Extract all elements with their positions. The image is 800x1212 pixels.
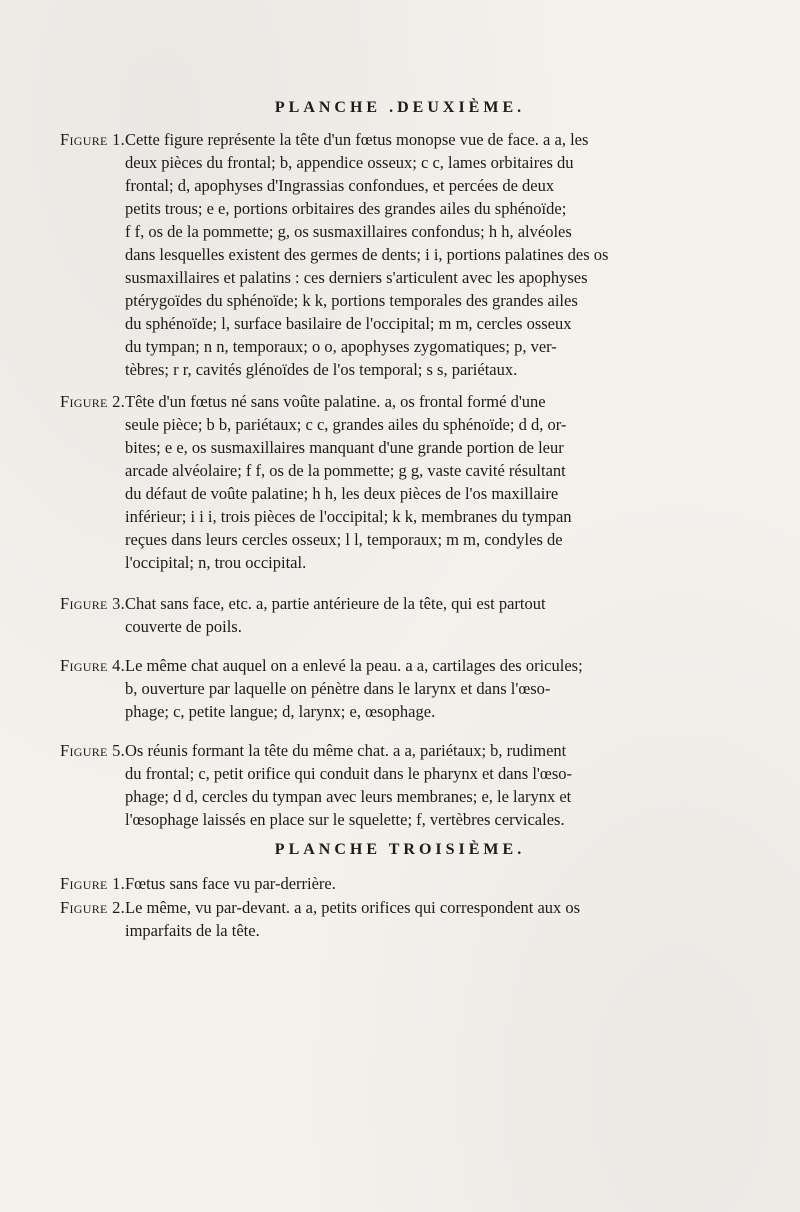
caption-text: Chat sans face, etc. a, partie antérieure de la tête, qui est partout	[125, 594, 546, 613]
caption-text: Tête d'un fœtus né sans voûte palatine. a, os frontal formé d'une	[125, 392, 546, 411]
caption-line: inférieur; i i i, trois pièces de l'occipital; k k, membranes du tympan	[125, 507, 572, 526]
caption-line: seule pièce; b b, pariétaux; c c, grandes ailes du sphénoïde; d d, or-	[125, 415, 567, 434]
caption-line	[60, 739, 750, 762]
plate-title: PLANCHE .DEUXIÈME.	[274, 99, 526, 116]
caption-line: l'œsophage laissés en place sur le squelette; f, vertèbres cervicales.	[125, 810, 565, 829]
caption-line: ptérygoïdes du sphénoïde; k k, portions temporales des grandes ailes	[125, 291, 578, 310]
plate-title: PLANCHE TROISIÈME.	[274, 841, 526, 858]
figure-label: Figure 3.	[60, 594, 126, 613]
figure-caption	[60, 654, 750, 723]
caption-line: dans lesquelles existent des germes de dents; i i, portions palatines des os	[125, 245, 609, 264]
caption-line: petits trous; e e, portions orbitaires des grandes ailes du sphénoïde;	[125, 199, 567, 218]
caption-text: Le même chat auquel on a enlevé la peau. a a, cartilages des oricules;	[125, 656, 583, 675]
figure-label: Figure 2.	[60, 898, 126, 917]
caption-line: tèbres; r r, cavités glénoïdes de l'os temporal; s s, pariétaux.	[125, 360, 518, 379]
caption-text: Os réunis formant la tête du même chat. a a, pariétaux; b, rudiment	[125, 741, 567, 760]
figure-label: Figure 4.	[60, 656, 126, 675]
caption-line: bites; e e, os susmaxillaires manquant d'une grande portion de leur	[125, 438, 564, 457]
caption-text: Cette figure représente la tête d'un fœtus monopse vue de face. a a, les	[125, 130, 589, 149]
caption-text: Le même, vu par-devant. a a, petits orifices qui correspondent aux os	[125, 898, 581, 917]
caption-text: Fœtus sans face vu par-derrière.	[125, 874, 336, 893]
caption-line: susmaxillaires et palatins : ces derniers s'articulent avec les apophyses	[125, 268, 588, 287]
caption-line: du tympan; n n, temporaux; o o, apophyses zygomatiques; p, ver-	[125, 337, 557, 356]
caption-line: du sphénoïde; l, surface basilaire de l'occipital; m m, cercles osseux	[125, 314, 572, 333]
figure-caption	[60, 739, 750, 831]
caption-line: imparfaits de la tête.	[125, 921, 260, 940]
figure-caption	[60, 896, 750, 942]
caption-line: arcade alvéolaire; f f, os de la pommette; g g, vaste cavité résultant	[125, 461, 566, 480]
caption-line	[60, 592, 750, 615]
caption-line: couverte de poils.	[125, 617, 242, 636]
figure-label: Figure 5.	[60, 741, 126, 760]
figure-label: Figure 1.	[60, 130, 126, 149]
caption-line: phage; c, petite langue; d, larynx; e, œsophage.	[125, 702, 436, 721]
caption-line: du défaut de voûte palatine; h h, les deux pièces de l'os maxillaire	[125, 484, 559, 503]
caption-line	[60, 872, 750, 895]
figure-caption	[60, 592, 750, 638]
caption-line: l'occipital; n, trou occipital.	[125, 553, 307, 572]
caption-line: f f, os de la pommette; g, os susmaxillaires confondus; h h, alvéoles	[125, 222, 572, 241]
caption-line	[60, 896, 750, 919]
caption-line: phage; d d, cercles du tympan avec leurs membranes; e, le larynx et	[125, 787, 572, 806]
caption-line	[60, 128, 750, 151]
figure-caption	[60, 390, 750, 574]
caption-line: deux pièces du frontal; b, appendice osseux; c c, lames orbitaires du	[125, 153, 574, 172]
figure-label: Figure 1.	[60, 874, 126, 893]
caption-line	[60, 390, 750, 413]
caption-line	[60, 654, 750, 677]
figure-label: Figure 2.	[60, 392, 126, 411]
caption-line: b, ouverture par laquelle on pénètre dans le larynx et dans l'œso-	[125, 679, 551, 698]
figure-caption	[60, 128, 750, 381]
caption-line: frontal; d, apophyses d'Ingrassias confondues, et percées de deux	[125, 176, 555, 195]
figure-caption	[60, 872, 750, 895]
caption-line: reçues dans leurs cercles osseux; l l, temporaux; m m, condyles de	[125, 530, 563, 549]
caption-line: du frontal; c, petit orifice qui conduit dans le pharynx et dans l'œso-	[125, 764, 572, 783]
